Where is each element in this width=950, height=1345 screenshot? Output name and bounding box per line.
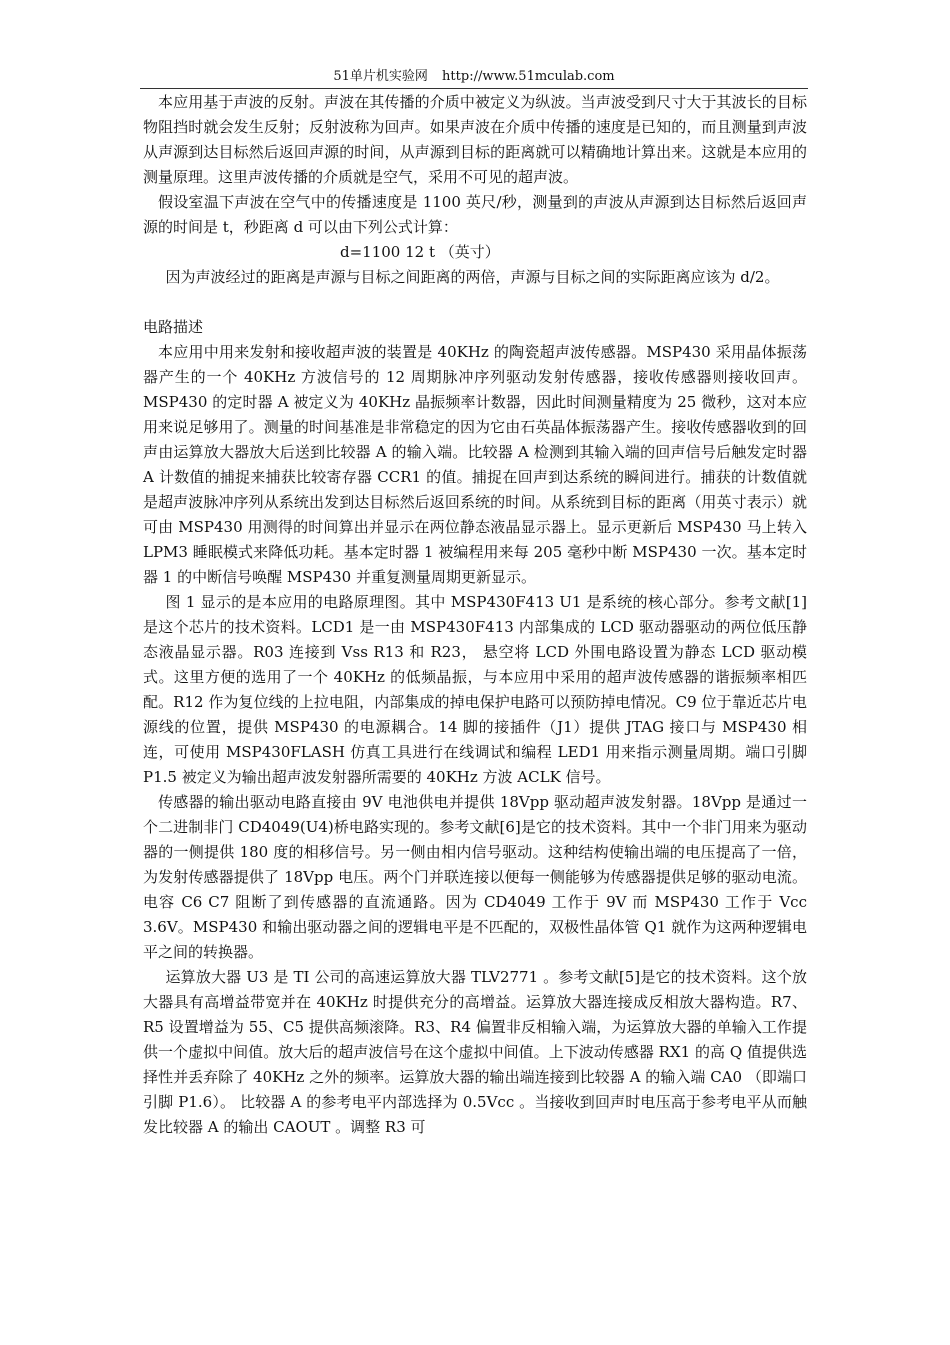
page-header — [140, 68, 808, 89]
document-body — [143, 90, 807, 1140]
paragraph-circuit-overview: 本应用中用来发射和接收超声波的装置是 40KHz 的陶瓷超声波传感器。MSP430 采用晶体振荡器产生的一个 40KHz 方波信号的 12 周期脉冲序列驱动发射传感器，接收传感器则接收回声。MSP430 的定时器 A 被定义为 40KHz 晶振频率计数器，因此时间测量精度为 25 微秒，这对本应用来说足够用了。测量的时间基准是非常稳定的因为它由石英晶体振荡器产生。接收传感器收到的回声由运算放大器放大后送到比较器 A 的输入端。比较器 A 检测到其输入端的回声信号后触发定时器 A 计数值的捕捉来捕获比较寄存器 CCR1 的值。捕捉在回声到达系统的瞬间进行。捕获的计数值就是超声波脉冲序列从系统出发到达目标然后返回系统的时间。从系统到目标的距离（用英寸表示）就可由 MSP430 用测得的时间算出并显示在两位静态液晶显示器上。显示更新后 MSP430 马上转入 LPM3 睡眠模式来降低功耗。基本定时器 1 被编程用来每 205 毫秒中断 MSP430 一次。基本定时器 1 的中断信号唤醒 MSP430 并重复测量周期更新显示。 — [143, 343, 807, 586]
header-url[interactable]: http://www.51mculab.com — [442, 69, 615, 84]
paragraph-driver: 传感器的输出驱动电路直接由 9V 电池供电并提供 18Vpp 驱动超声波发射器。18Vpp 是通过一个二进制非门 CD4049(U4)桥电路实现的。参考文献[6]是它的技术资料。其中一个非门用来为驱动器的一侧提供 180 度的相移信号。另一侧由相内信号驱动。这种结构使输出端的电压提高了一倍，为发射传感器提供了 18Vpp 电压。两个门并联连接以便每一侧能够为传感器提供足够的驱动电流。电容 C6 C7 阻断了到传感器的直流通路。因为 CD4049 工作于 9V 而 MSP430 工作于 Vcc 3.6V。MSP430 和输出驱动器之间的逻辑电平是不匹配的，双极性晶体管 Q1 就作为这两种逻辑电平之间的转换器。 — [143, 793, 807, 961]
paragraph-principle: 本应用基于声波的反射。声波在其传播的介质中被定义为纵波。当声波受到尺寸大于其波长的目标物阻挡时就会发生反射；反射波称为回声。如果声波在介质中传播的速度是已知的，而且测量到声波从声源到达目标然后返回声源的时间，从声源到目标的距离就可以精确地计算出来。这就是本应用的测量原理。这里声波传播的介质就是空气，采用不可见的超声波。 — [143, 93, 807, 186]
paragraph-schematic: 图 1 显示的是本应用的电路原理图。其中 MSP430F413 U1 是系统的核心部分。参考文献[1]是这个芯片的技术资料。LCD1 是一由 MSP430F413 内部集成的 LCD 驱动器驱动的两位低压静态液晶显示器。R03 连接到 Vss R13 和 R23， 悬空将 LCD 外围电路设置为静态 LCD 驱动模式。这里方便的选用了一个 40KHz 的低频晶振，与本应用中采用的超声波传感器的谐振频率相匹配。R12 作为复位线的上拉电阻，内部集成的掉电保护电路可以预防掉电情况。C9 位于靠近芯片电源线的位置，提供 MSP430 的电源耦合。14 脚的接插件（J1）提供 JTAG 接口与 MSP430 相连，可使用 MSP430FLASH 仿真工具进行在线调试和编程 LED1 用来指示测量周期。端口引脚 P1.5 被定义为输出超声波发射器所需要的 40KHz 方波 ACLK 信号。 — [143, 593, 807, 786]
distance-formula: d=1100 12 t （英寸） — [340, 243, 500, 261]
paragraph-half-distance: 因为声波经过的距离是声源与目标之间距离的两倍，声源与目标之间的实际距离应该为 d/2。 — [165, 268, 780, 286]
header-site-name: 51单片机实验网 — [333, 69, 428, 84]
paragraph-opamp: 运算放大器 U3 是 TI 公司的高速运算放大器 TLV2771 。参考文献[5]是它的技术资料。这个放大器具有高增益带宽并在 40KHz 时提供充分的高增益。运算放大器连接成反相放大器构造。R7、R5 设置增益为 55、C5 提供高频滚降。R3、R4 偏置非反相输入端，为运算放大器的单输入工作提供一个虚拟中间值。放大后的超声波信号在这个虚拟中间值。上下波动传感器 RX1 的高 Q 值提供选择性并丢弃除了 40KHz 之外的频率。运算放大器的输出端连接到比较器 A 的输入端 CA0 （即端口引脚 P1.6）。 比较器 A 的参考电平内部选择为 0.5Vcc 。当接收到回声时电压高于参考电平从而触发比较器 A 的输出 CAOUT 。调整 R3 可 — [143, 968, 807, 1136]
paragraph-assumption: 假设室温下声波在空气中的传播速度是 1100 英尺/秒，测量到的声波从声源到达目标然后返回声源的时间是 t，秒距离 d 可以由下列公式计算： — [143, 193, 807, 236]
spacer — [143, 290, 807, 315]
section-title-circuit: 电路描述 — [143, 318, 204, 336]
